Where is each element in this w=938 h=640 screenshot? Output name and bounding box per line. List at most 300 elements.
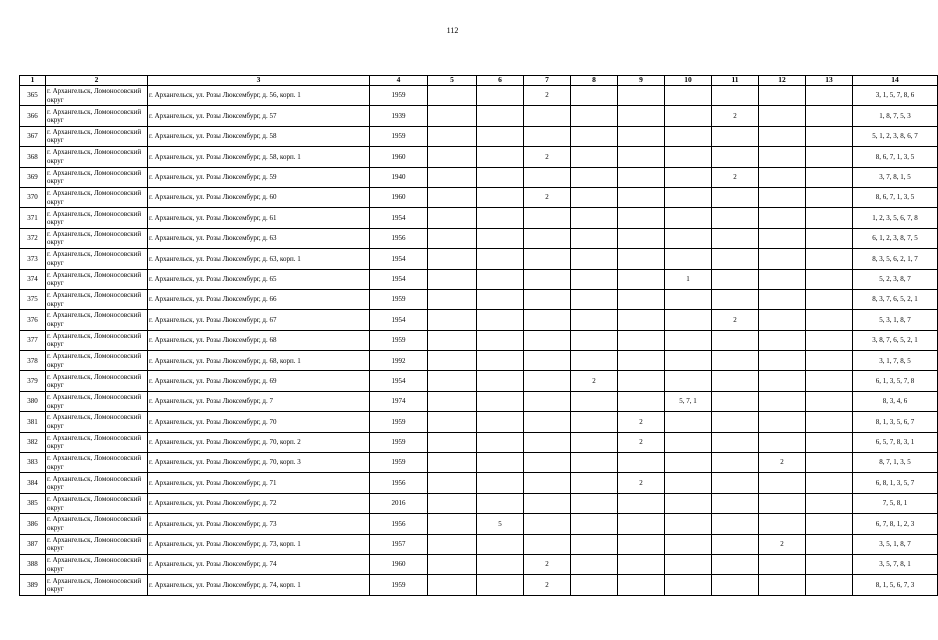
address-cell: г. Архангельск, ул. Розы Люксембург, д. 57 (148, 106, 370, 126)
column-9-cell (618, 147, 665, 167)
year-cell: 1957 (370, 534, 428, 554)
column-6-cell (477, 575, 524, 595)
column-6-cell (477, 147, 524, 167)
column-6-cell (477, 493, 524, 513)
address-cell: г. Архангельск, ул. Розы Люксембург, д. 74, корп. 1 (148, 575, 370, 595)
column-12-cell (759, 310, 806, 330)
column-12-cell (759, 391, 806, 411)
year-cell: 1992 (370, 351, 428, 371)
column-8-cell (571, 86, 618, 106)
column-14-cell: 3, 5, 7, 8, 1 (853, 554, 938, 574)
column-6-cell (477, 310, 524, 330)
page-number: 112 (446, 26, 459, 35)
year-cell: 1960 (370, 147, 428, 167)
column-6-cell (477, 432, 524, 452)
column-5-cell (428, 391, 477, 411)
column-13-cell (806, 86, 853, 106)
column-13-cell (806, 534, 853, 554)
column-10-cell (665, 371, 712, 391)
row-number-cell: 378 (20, 351, 46, 371)
column-14-cell: 6, 1, 2, 3, 8, 7, 5 (853, 228, 938, 248)
column-13-cell (806, 310, 853, 330)
column-14-cell: 3, 8, 7, 6, 5, 2, 1 (853, 330, 938, 350)
address-cell: г. Архангельск, ул. Розы Люксембург, д. 56, корп. 1 (148, 86, 370, 106)
column-6-cell (477, 208, 524, 228)
column-6-cell (477, 330, 524, 350)
table-row (20, 432, 938, 452)
column-13-cell (806, 106, 853, 126)
column-7-cell (524, 208, 571, 228)
column-6-cell (477, 351, 524, 371)
table-row (20, 208, 938, 228)
year-cell: 1954 (370, 249, 428, 269)
year-cell: 1954 (370, 310, 428, 330)
column-11-cell (712, 147, 759, 167)
column-header: 12 (759, 76, 806, 86)
column-7-cell (524, 391, 571, 411)
column-9-cell: 2 (618, 473, 665, 493)
column-5-cell (428, 228, 477, 248)
column-12-cell (759, 493, 806, 513)
row-number-cell: 370 (20, 187, 46, 207)
district-cell: г. Архангельск, Ломоносовский округ (46, 289, 148, 309)
column-10-cell: 1 (665, 269, 712, 289)
column-5-cell (428, 187, 477, 207)
year-cell: 1956 (370, 514, 428, 534)
column-5-cell (428, 554, 477, 574)
column-9-cell: 2 (618, 412, 665, 432)
address-cell: г. Архангельск, ул. Розы Люксембург, д. 7 (148, 391, 370, 411)
table-row (20, 493, 938, 513)
row-number-cell: 368 (20, 147, 46, 167)
column-12-cell (759, 106, 806, 126)
column-header: 13 (806, 76, 853, 86)
column-11-cell (712, 330, 759, 350)
column-10-cell (665, 208, 712, 228)
column-8-cell (571, 126, 618, 146)
table-row (20, 187, 938, 207)
row-number-cell: 371 (20, 208, 46, 228)
district-cell: г. Архангельск, Ломоносовский округ (46, 575, 148, 595)
column-7-cell: 2 (524, 554, 571, 574)
column-12-cell (759, 167, 806, 187)
column-14-cell: 6, 7, 8, 1, 2, 3 (853, 514, 938, 534)
column-10-cell (665, 453, 712, 473)
row-number-cell: 388 (20, 554, 46, 574)
row-number-cell: 385 (20, 493, 46, 513)
column-14-cell: 1, 2, 3, 5, 6, 7, 8 (853, 208, 938, 228)
address-cell: г. Архангельск, ул. Розы Люксембург, д. 70, корп. 2 (148, 432, 370, 452)
column-6-cell (477, 554, 524, 574)
column-10-cell (665, 289, 712, 309)
column-6-cell (477, 126, 524, 146)
address-cell: г. Архангельск, ул. Розы Люксембург, д. 59 (148, 167, 370, 187)
year-cell: 1954 (370, 208, 428, 228)
year-cell: 1939 (370, 106, 428, 126)
column-11-cell (712, 391, 759, 411)
column-header: 3 (148, 76, 370, 86)
column-5-cell (428, 432, 477, 452)
address-cell: г. Архангельск, ул. Розы Люксембург, д. 74 (148, 554, 370, 574)
column-7-cell (524, 371, 571, 391)
year-cell: 1974 (370, 391, 428, 411)
district-cell: г. Архангельск, Ломоносовский округ (46, 391, 148, 411)
column-8-cell (571, 208, 618, 228)
column-12-cell (759, 269, 806, 289)
column-7-cell (524, 249, 571, 269)
column-7-cell (524, 228, 571, 248)
column-12-cell (759, 412, 806, 432)
year-cell: 1959 (370, 126, 428, 146)
column-7-cell: 2 (524, 575, 571, 595)
row-number-cell: 384 (20, 473, 46, 493)
column-6-cell (477, 269, 524, 289)
district-cell: г. Архангельск, Ломоносовский округ (46, 514, 148, 534)
column-14-cell: 8, 3, 5, 6, 2, 1, 7 (853, 249, 938, 269)
address-cell: г. Архангельск, ул. Розы Люксембург, д. 58, корп. 1 (148, 147, 370, 167)
column-10-cell (665, 575, 712, 595)
column-12-cell (759, 351, 806, 371)
column-9-cell (618, 249, 665, 269)
column-5-cell (428, 289, 477, 309)
column-11-cell (712, 269, 759, 289)
column-5-cell (428, 453, 477, 473)
column-7-cell (524, 473, 571, 493)
column-5-cell (428, 208, 477, 228)
address-cell: г. Архангельск, ул. Розы Люксембург, д. 67 (148, 310, 370, 330)
column-8-cell: 2 (571, 371, 618, 391)
column-13-cell (806, 147, 853, 167)
column-8-cell (571, 147, 618, 167)
column-11-cell (712, 473, 759, 493)
column-13-cell (806, 412, 853, 432)
table-row (20, 473, 938, 493)
table-row (20, 351, 938, 371)
registry-table (19, 75, 938, 596)
column-11-cell (712, 228, 759, 248)
table-row (20, 310, 938, 330)
column-6-cell (477, 412, 524, 432)
column-9-cell (618, 310, 665, 330)
column-8-cell (571, 249, 618, 269)
column-5-cell (428, 534, 477, 554)
column-12-cell (759, 208, 806, 228)
column-10-cell (665, 187, 712, 207)
column-11-cell (712, 351, 759, 371)
column-14-cell: 8, 1, 5, 6, 7, 3 (853, 575, 938, 595)
column-12-cell (759, 432, 806, 452)
row-number-cell: 383 (20, 453, 46, 473)
column-11-cell (712, 575, 759, 595)
address-cell: г. Архангельск, ул. Розы Люксембург, д. 63, корп. 1 (148, 249, 370, 269)
column-7-cell (524, 269, 571, 289)
row-number-cell: 376 (20, 310, 46, 330)
address-cell: г. Архангельск, ул. Розы Люксембург, д. 70 (148, 412, 370, 432)
table-row (20, 289, 938, 309)
column-11-cell (712, 554, 759, 574)
column-7-cell (524, 514, 571, 534)
column-8-cell (571, 554, 618, 574)
column-12-cell: 2 (759, 453, 806, 473)
column-13-cell (806, 351, 853, 371)
column-10-cell: 5, 7, 1 (665, 391, 712, 411)
table-row (20, 269, 938, 289)
header-row (20, 76, 938, 86)
column-10-cell (665, 167, 712, 187)
address-cell: г. Архангельск, ул. Розы Люксембург, д. 63 (148, 228, 370, 248)
column-8-cell (571, 269, 618, 289)
column-7-cell (524, 106, 571, 126)
column-8-cell (571, 351, 618, 371)
column-6-cell (477, 453, 524, 473)
district-cell: г. Архангельск, Ломоносовский округ (46, 534, 148, 554)
column-header: 11 (712, 76, 759, 86)
column-11-cell (712, 453, 759, 473)
column-14-cell: 3, 7, 8, 1, 5 (853, 167, 938, 187)
table-row (20, 86, 938, 106)
address-cell: г. Архангельск, ул. Розы Люксембург, д. 68 (148, 330, 370, 350)
address-cell: г. Архангельск, ул. Розы Люксембург, д. 73 (148, 514, 370, 534)
year-cell: 1959 (370, 86, 428, 106)
table-row (20, 514, 938, 534)
column-9-cell (618, 228, 665, 248)
column-13-cell (806, 473, 853, 493)
table-row (20, 126, 938, 146)
column-9-cell (618, 330, 665, 350)
column-13-cell (806, 289, 853, 309)
column-9-cell (618, 106, 665, 126)
table-row (20, 147, 938, 167)
table-row (20, 575, 938, 595)
column-10-cell (665, 351, 712, 371)
column-13-cell (806, 514, 853, 534)
column-6-cell (477, 228, 524, 248)
column-14-cell: 8, 7, 1, 3, 5 (853, 453, 938, 473)
column-7-cell (524, 493, 571, 513)
column-6-cell (477, 86, 524, 106)
column-8-cell (571, 330, 618, 350)
year-cell: 1959 (370, 432, 428, 452)
column-5-cell (428, 412, 477, 432)
column-10-cell (665, 534, 712, 554)
column-7-cell (524, 126, 571, 146)
address-cell: г. Архангельск, ул. Розы Люксембург, д. 61 (148, 208, 370, 228)
column-11-cell (712, 371, 759, 391)
column-8-cell (571, 289, 618, 309)
district-cell: г. Архангельск, Ломоносовский округ (46, 86, 148, 106)
column-5-cell (428, 269, 477, 289)
column-12-cell (759, 330, 806, 350)
address-cell: г. Архангельск, ул. Розы Люксембург, д. 70, корп. 3 (148, 453, 370, 473)
address-cell: г. Архангельск, ул. Розы Люксембург, д. 73, корп. 1 (148, 534, 370, 554)
column-9-cell (618, 269, 665, 289)
column-9-cell (618, 289, 665, 309)
column-7-cell (524, 289, 571, 309)
column-14-cell: 5, 3, 1, 8, 7 (853, 310, 938, 330)
column-9-cell (618, 514, 665, 534)
address-cell: г. Архангельск, ул. Розы Люксембург, д. 72 (148, 493, 370, 513)
column-8-cell (571, 187, 618, 207)
year-cell: 1940 (370, 167, 428, 187)
table-row (20, 106, 938, 126)
table-row (20, 371, 938, 391)
column-13-cell (806, 330, 853, 350)
column-7-cell: 2 (524, 187, 571, 207)
year-cell: 1959 (370, 289, 428, 309)
column-10-cell (665, 106, 712, 126)
year-cell: 1959 (370, 453, 428, 473)
column-7-cell (524, 330, 571, 350)
row-number-cell: 381 (20, 412, 46, 432)
column-6-cell (477, 534, 524, 554)
column-11-cell (712, 187, 759, 207)
column-8-cell (571, 310, 618, 330)
district-cell: г. Архангельск, Ломоносовский округ (46, 167, 148, 187)
address-cell: г. Архангельск, ул. Розы Люксембург, д. 68, корп. 1 (148, 351, 370, 371)
column-9-cell (618, 534, 665, 554)
column-5-cell (428, 330, 477, 350)
address-cell: г. Архангельск, ул. Розы Люксембург, д. 69 (148, 371, 370, 391)
column-13-cell (806, 432, 853, 452)
district-cell: г. Архангельск, Ломоносовский округ (46, 249, 148, 269)
row-number-cell: 373 (20, 249, 46, 269)
column-5-cell (428, 249, 477, 269)
column-10-cell (665, 228, 712, 248)
row-number-cell: 369 (20, 167, 46, 187)
column-14-cell: 1, 8, 7, 5, 3 (853, 106, 938, 126)
address-cell: г. Архангельск, ул. Розы Люксембург, д. 58 (148, 126, 370, 146)
column-11-cell (712, 514, 759, 534)
column-11-cell (712, 289, 759, 309)
address-cell: г. Архангельск, ул. Розы Люксембург, д. 71 (148, 473, 370, 493)
column-11-cell: 2 (712, 167, 759, 187)
column-5-cell (428, 514, 477, 534)
address-cell: г. Архангельск, ул. Розы Люксембург, д. 60 (148, 187, 370, 207)
column-11-cell (712, 493, 759, 513)
column-12-cell (759, 249, 806, 269)
column-13-cell (806, 493, 853, 513)
row-number-cell: 365 (20, 86, 46, 106)
column-13-cell (806, 554, 853, 574)
column-12-cell (759, 554, 806, 574)
column-13-cell (806, 249, 853, 269)
column-9-cell (618, 351, 665, 371)
column-12-cell (759, 228, 806, 248)
address-cell: г. Архангельск, ул. Розы Люксембург, д. 65 (148, 269, 370, 289)
year-cell: 1956 (370, 473, 428, 493)
column-14-cell: 8, 3, 4, 6 (853, 391, 938, 411)
column-8-cell (571, 412, 618, 432)
district-cell: г. Архангельск, Ломоносовский округ (46, 473, 148, 493)
address-cell: г. Архангельск, ул. Розы Люксембург, д. 66 (148, 289, 370, 309)
column-14-cell: 5, 1, 2, 3, 8, 6, 7 (853, 126, 938, 146)
row-number-cell: 377 (20, 330, 46, 350)
column-12-cell (759, 514, 806, 534)
column-14-cell: 8, 3, 7, 6, 5, 2, 1 (853, 289, 938, 309)
column-13-cell (806, 167, 853, 187)
column-13-cell (806, 269, 853, 289)
column-13-cell (806, 391, 853, 411)
column-5-cell (428, 575, 477, 595)
column-7-cell: 2 (524, 147, 571, 167)
column-11-cell (712, 86, 759, 106)
district-cell: г. Архангельск, Ломоносовский округ (46, 208, 148, 228)
column-header: 10 (665, 76, 712, 86)
column-header: 9 (618, 76, 665, 86)
column-12-cell (759, 575, 806, 595)
column-11-cell (712, 208, 759, 228)
column-11-cell (712, 432, 759, 452)
column-9-cell (618, 208, 665, 228)
column-12-cell (759, 289, 806, 309)
column-10-cell (665, 126, 712, 146)
table-row (20, 554, 938, 574)
year-cell: 1959 (370, 575, 428, 595)
column-11-cell (712, 412, 759, 432)
column-5-cell (428, 473, 477, 493)
row-number-cell: 386 (20, 514, 46, 534)
column-10-cell (665, 554, 712, 574)
row-number-cell: 379 (20, 371, 46, 391)
district-cell: г. Архангельск, Ломоносовский округ (46, 412, 148, 432)
column-7-cell: 2 (524, 86, 571, 106)
column-14-cell: 3, 1, 5, 7, 8, 6 (853, 86, 938, 106)
district-cell: г. Архангельск, Ломоносовский округ (46, 310, 148, 330)
column-header: 1 (20, 76, 46, 86)
column-6-cell: 5 (477, 514, 524, 534)
table-row (20, 534, 938, 554)
column-6-cell (477, 187, 524, 207)
column-12-cell (759, 126, 806, 146)
column-9-cell (618, 575, 665, 595)
district-cell: г. Архангельск, Ломоносовский округ (46, 147, 148, 167)
year-cell: 1960 (370, 554, 428, 574)
year-cell: 1959 (370, 330, 428, 350)
column-9-cell (618, 391, 665, 411)
column-9-cell (618, 554, 665, 574)
column-12-cell (759, 187, 806, 207)
column-11-cell (712, 249, 759, 269)
table-row (20, 412, 938, 432)
column-10-cell (665, 493, 712, 513)
district-cell: г. Архангельск, Ломоносовский округ (46, 269, 148, 289)
column-5-cell (428, 126, 477, 146)
row-number-cell: 367 (20, 126, 46, 146)
year-cell: 1954 (370, 269, 428, 289)
column-8-cell (571, 228, 618, 248)
district-cell: г. Архангельск, Ломоносовский округ (46, 106, 148, 126)
column-5-cell (428, 493, 477, 513)
column-12-cell (759, 86, 806, 106)
column-14-cell: 7, 5, 8, 1 (853, 493, 938, 513)
district-cell: г. Архангельск, Ломоносовский округ (46, 187, 148, 207)
column-5-cell (428, 147, 477, 167)
column-9-cell (618, 493, 665, 513)
column-7-cell (524, 412, 571, 432)
district-cell: г. Архангельск, Ломоносовский округ (46, 126, 148, 146)
column-8-cell (571, 514, 618, 534)
column-10-cell (665, 432, 712, 452)
column-10-cell (665, 249, 712, 269)
column-5-cell (428, 351, 477, 371)
district-cell: г. Архангельск, Ломоносовский округ (46, 351, 148, 371)
column-7-cell (524, 432, 571, 452)
column-11-cell (712, 126, 759, 146)
column-8-cell (571, 534, 618, 554)
district-cell: г. Архангельск, Ломоносовский округ (46, 554, 148, 574)
column-8-cell (571, 167, 618, 187)
column-7-cell (524, 351, 571, 371)
